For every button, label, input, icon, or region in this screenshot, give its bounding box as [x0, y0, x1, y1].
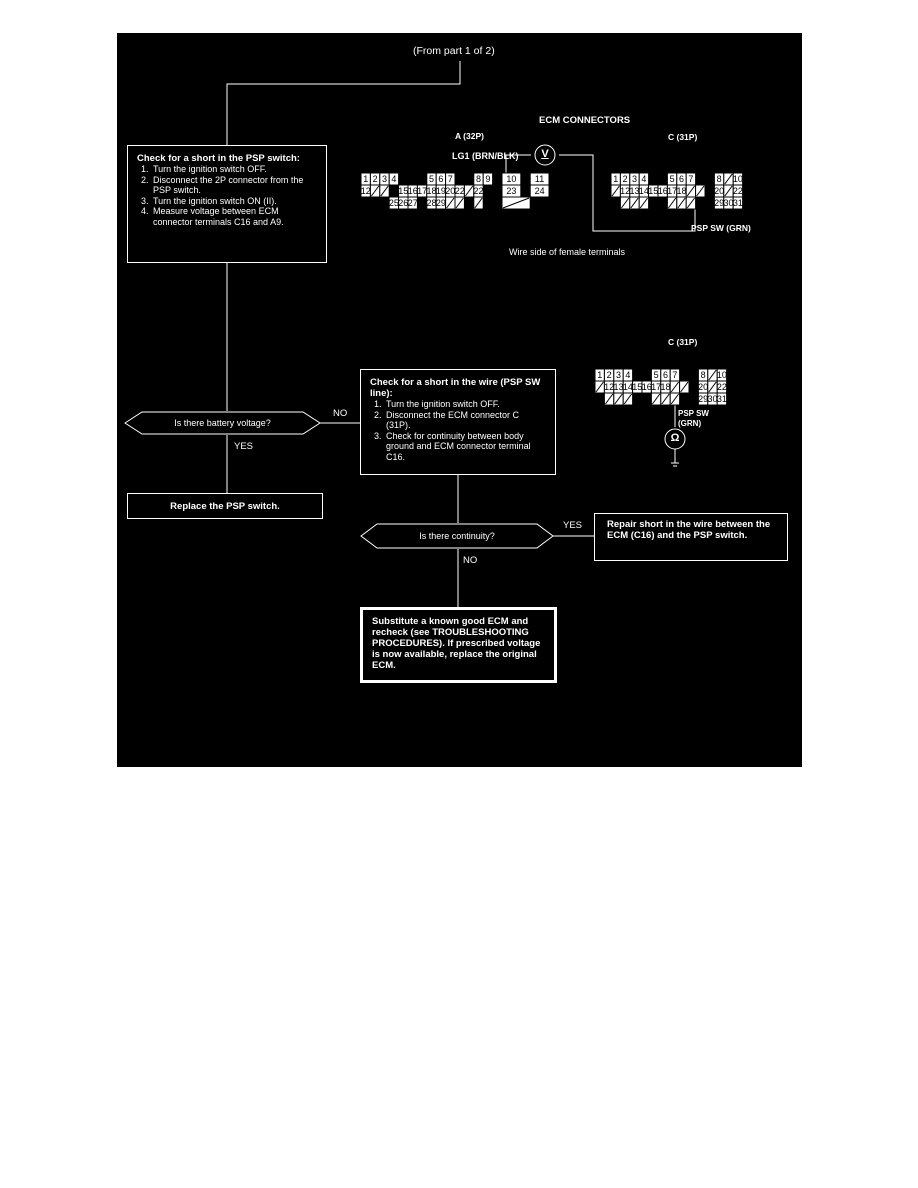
decision2-yes: YES — [563, 520, 583, 531]
step2-title: Check for a short in the wire (PSP SW line): — [370, 377, 541, 399]
terminal-label: 10 — [716, 370, 727, 380]
terminal-label: 19 — [435, 186, 446, 196]
terminal-label: 1 — [597, 370, 603, 380]
terminal-label: 5 — [428, 174, 435, 184]
connector-c-grid — [611, 173, 743, 209]
terminal-label: 20 — [698, 382, 709, 392]
terminal-label: 5 — [653, 370, 659, 380]
terminal-label: 9 — [485, 174, 491, 184]
terminal-label: 4 — [641, 174, 647, 184]
ohmmeter-symbol: Ω — [670, 432, 680, 444]
terminal-label: 8 — [700, 370, 706, 380]
decision1-question: Is there battery voltage? — [174, 418, 271, 428]
ecm-connectors-title: ECM CONNECTORS — [539, 115, 631, 126]
terminal-label: 29 — [435, 198, 446, 208]
terminal-label: 22 — [454, 186, 465, 196]
from-part-text: (From part 1 of 2) — [413, 45, 495, 57]
connector-a-grid — [361, 173, 549, 209]
terminal-label: 3 — [615, 370, 622, 380]
terminal-label: 26 — [398, 198, 409, 208]
terminal-label: 16 — [657, 186, 668, 196]
terminal-label: 15 — [648, 186, 659, 196]
step2-item: 3. Check for continuity between body ground and ECM connector terminal C16. — [384, 431, 546, 463]
step1-item: 4. Measure voltage between ECM connector terminals C16 and A9. — [151, 206, 317, 227]
step1-item: 3. Turn the ignition switch ON (II). — [151, 196, 317, 207]
repair-short-box — [594, 513, 788, 561]
terminal-label: 16 — [641, 382, 652, 392]
terminal-label: 10 — [506, 174, 517, 184]
terminal-label: 2 — [372, 174, 378, 184]
wire-side-note: Wire side of female terminals — [509, 247, 626, 257]
repair-short-text: Repair short in the wire between the ECM (C16) and the PSP switch. — [607, 519, 771, 541]
connector-a-label: A (32P) — [455, 131, 484, 141]
terminal-label: 12 — [360, 186, 371, 196]
connector-c2-label: C (31P) — [668, 337, 698, 347]
terminal-label: 15 — [398, 186, 409, 196]
terminal-label: 22 — [716, 382, 727, 392]
terminal-label: 20 — [714, 186, 725, 196]
terminal-label: 3 — [381, 174, 388, 184]
step1-title: Check for a short in the PSP switch: — [137, 153, 300, 164]
terminal-label: 5 — [669, 174, 675, 184]
terminal-label: 10 — [732, 174, 743, 184]
terminal-label: 7 — [447, 174, 453, 184]
voltmeter-symbol: V — [541, 148, 549, 160]
diagram-panel — [117, 33, 802, 767]
terminal-label: 13 — [629, 186, 640, 196]
terminal-label: 25 — [388, 198, 399, 208]
replace-psp-switch-text: Replace the PSP switch. — [170, 500, 280, 512]
terminal-label: 15 — [632, 382, 643, 392]
lg1-label: LG1 (BRN/BLK) — [452, 151, 519, 161]
terminal-label: 12 — [604, 382, 615, 392]
terminal-label: 17 — [651, 382, 662, 392]
terminal-label: 12 — [620, 186, 631, 196]
terminal-label: 18 — [426, 186, 437, 196]
terminal-label: 6 — [438, 174, 444, 184]
terminal-label: 2 — [606, 370, 612, 380]
terminal-label: 11 — [534, 174, 545, 184]
psp-sw-label: PSP SW — [678, 409, 709, 418]
terminal-label: 17 — [417, 186, 428, 196]
connector-c-label: C (31P) — [668, 132, 698, 142]
terminal-label: 31 — [732, 198, 743, 208]
terminal-label: 6 — [678, 174, 685, 184]
terminal-label: 16 — [407, 186, 418, 196]
terminal-label: 22 — [732, 186, 743, 196]
terminal-label: 20 — [445, 186, 456, 196]
terminal-label: 14 — [638, 186, 649, 196]
terminal-label: 6 — [662, 370, 669, 380]
terminal-label: 30 — [723, 198, 734, 208]
step2-box — [360, 369, 556, 475]
terminal-label: 7 — [672, 370, 678, 380]
replace-psp-switch-box — [127, 493, 323, 519]
terminal-label: 13 — [613, 382, 624, 392]
terminal-label: 27 — [407, 198, 418, 208]
terminal-label: 1 — [363, 174, 369, 184]
decision2-no: NO — [463, 555, 478, 566]
decision1-no: NO — [333, 408, 348, 419]
terminal-label: 18 — [676, 186, 687, 196]
substitute-ecm-text: Substitute a known good ECM and recheck (see TROUBLESHOOTING PROCEDURES). If prescribed voltage is now available, replace the original ECM. — [372, 616, 541, 671]
terminal-label: 17 — [667, 186, 678, 196]
terminal-label: 1 — [613, 174, 619, 184]
step1-item: 1. Turn the ignition switch OFF. — [151, 164, 317, 175]
step1-item: 2. Disconnect the 2P connector from the PSP switch. — [151, 175, 317, 196]
grn-label: (GRN) — [678, 419, 702, 428]
terminal-label: 29 — [714, 198, 725, 208]
terminal-label: 2 — [622, 174, 628, 184]
substitute-ecm-box — [360, 607, 557, 683]
terminal-label: 4 — [391, 174, 397, 184]
step2-item: 1. Turn the ignition switch OFF. — [384, 399, 546, 410]
terminal-label: 3 — [631, 174, 638, 184]
step2-item: 2. Disconnect the ECM connector C (31P). — [384, 410, 546, 431]
terminal-label: 18 — [660, 382, 671, 392]
terminal-label: 7 — [688, 174, 694, 184]
terminal-label: 8 — [716, 174, 722, 184]
terminal-label: 4 — [625, 370, 631, 380]
psp-sw-grn-label: PSP SW (GRN) — [691, 223, 751, 233]
terminal-label: 22 — [473, 186, 484, 196]
terminal-label: 30 — [707, 394, 718, 404]
terminal-label: 14 — [622, 382, 633, 392]
terminal-label: 29 — [698, 394, 709, 404]
step1-box — [127, 145, 327, 263]
terminal-label: 31 — [716, 394, 727, 404]
terminal-label: 23 — [506, 186, 517, 196]
decision1-yes: YES — [234, 441, 254, 452]
terminal-label: 28 — [426, 198, 437, 208]
decision2-question: Is there continuity? — [419, 531, 495, 541]
terminal-label: 24 — [534, 186, 545, 196]
terminal-label: 8 — [475, 174, 482, 184]
connector-c2-grid — [595, 369, 727, 405]
